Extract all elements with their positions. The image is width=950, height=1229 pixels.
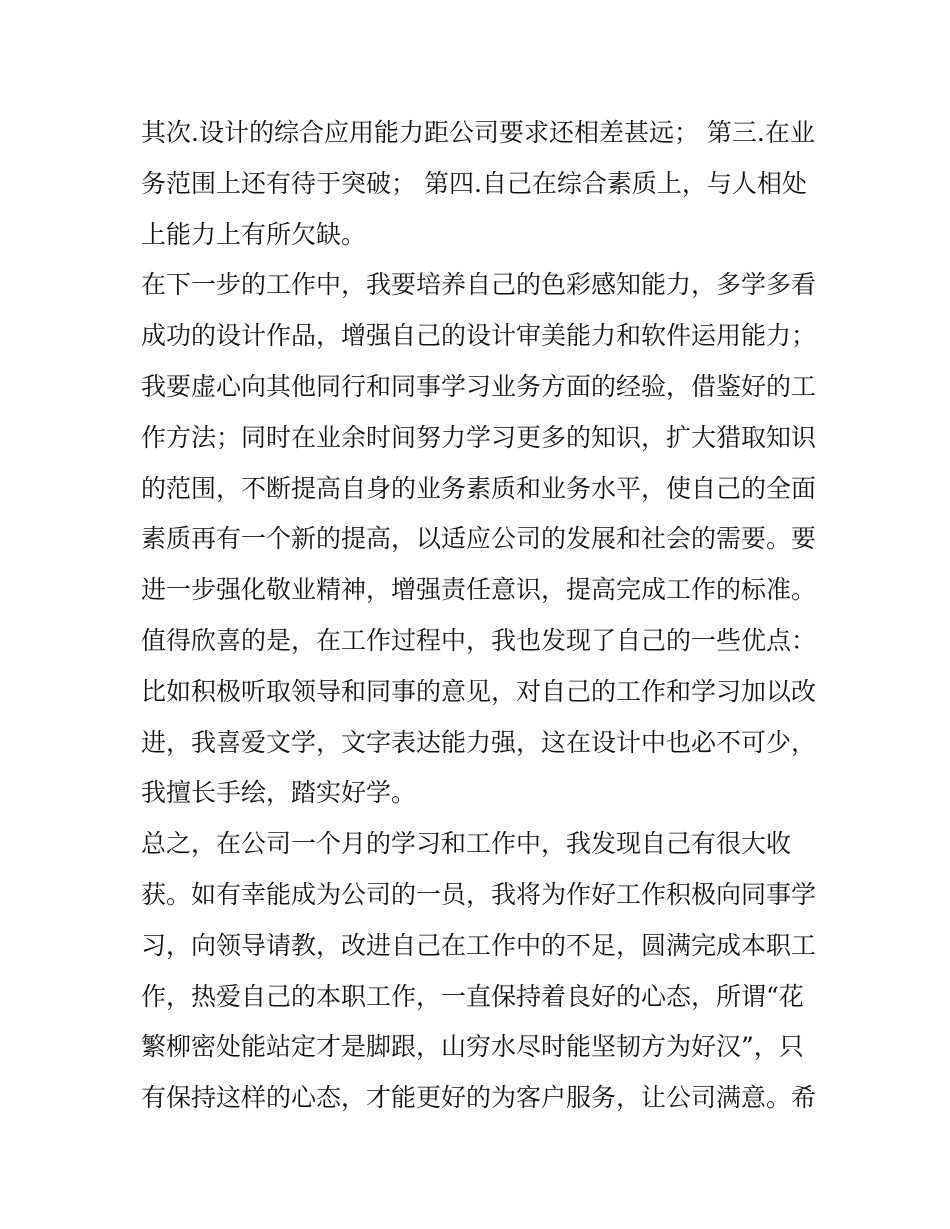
text-line: 进，我喜爱文学，文字表达能力强，这在设计中也必不可少， (141, 727, 817, 757)
text-line: 值得欣喜的是，在工作过程中，我也发现了自己的一些优点： (141, 625, 817, 655)
text-line: 进一步强化敬业精神，增强责任意识，提高完成工作的标准。 (141, 575, 817, 605)
text-line: 总之，在公司一个月的学习和工作中，我发现自己有很大收 (141, 829, 792, 859)
text-line: 作方法；同时在业余时间努力学习更多的知识，扩大猎取知识 (141, 422, 817, 452)
text-line: 比如积极听取领导和同事的意见，对自己的工作和学习加以改 (141, 676, 817, 706)
text-line: 有保持这样的心态，才能更好的为客户服务，让公司满意。希 (141, 1083, 817, 1113)
text-line: 在下一步的工作中，我要培养自己的色彩感知能力，多学多看 (141, 270, 817, 300)
text-line: 我要虚心向其他同行和同事学习业务方面的经验，借鉴好的工 (141, 371, 817, 401)
text-line: 上能力上有所欠缺。 (141, 219, 367, 249)
text-line: 务范围上还有待于突破； 第四.自己在综合素质上，与人相处 (141, 168, 807, 198)
text-line: 素质再有一个新的提高，以适应公司的发展和社会的需要。要 (141, 524, 817, 554)
text-line: 我擅长手绘，踏实好学。 (141, 778, 417, 808)
text-line: 作，热爱自己的本职工作，一直保持着良好的心态，所谓“花 (141, 981, 804, 1011)
document-body (141, 108, 821, 1124)
text-line: 习，向领导请教，改进自己在工作中的不足，圆满完成本职工 (141, 930, 817, 960)
text-line: 其次.设计的综合应用能力距公司要求还相差甚远； 第三.在业 (141, 118, 815, 147)
text-line: 成功的设计作品，增强自己的设计审美能力和软件运用能力； (141, 321, 817, 351)
text-line: 的范围，不断提高自身的业务素质和业务水平，使自己的全面 (141, 473, 817, 503)
text-line: 繁柳密处能站定才是脚跟，山穷水尽时能坚韧方为好汉”，只 (141, 1032, 804, 1062)
text-line: 获。如有幸能成为公司的一员，我将为作好工作积极向同事学 (141, 879, 817, 909)
